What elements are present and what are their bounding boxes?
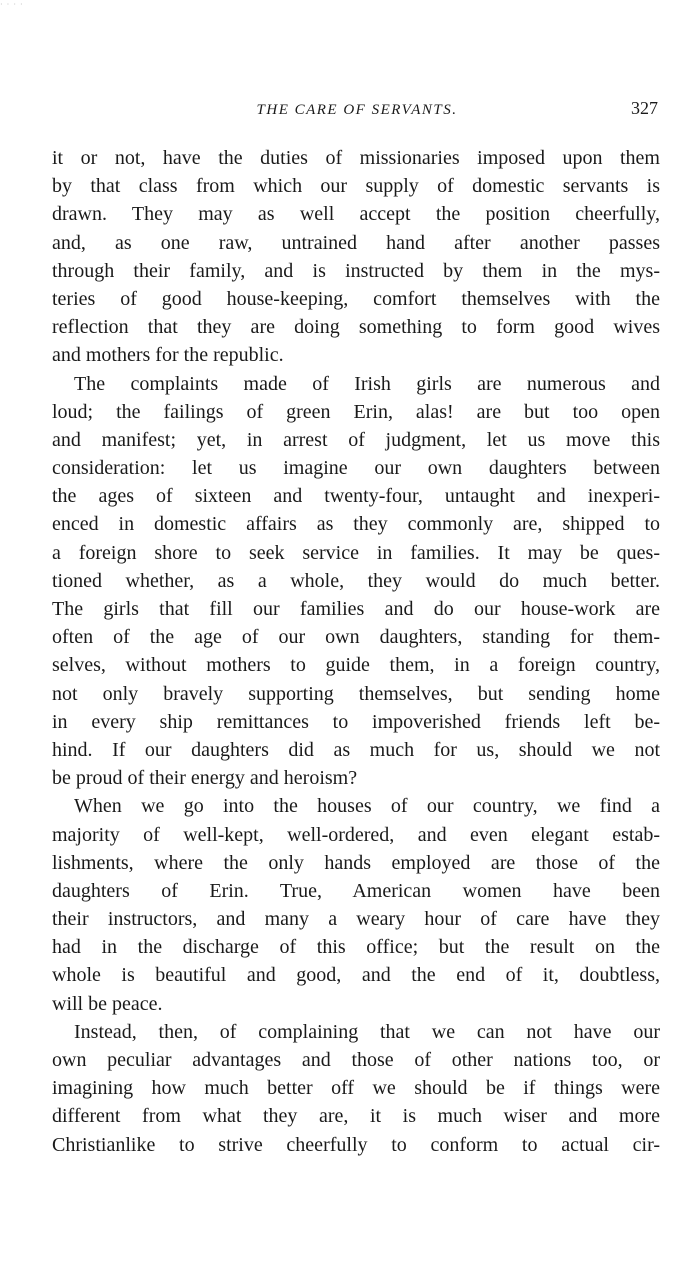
text-line: reflection that they are doing something to form good wives <box>52 316 660 339</box>
text-line: their instructors, and many a weary hour of care have they <box>52 908 660 931</box>
page-number: 327 <box>631 98 658 118</box>
text-line: loud; the failings of green Erin, alas! are but too open <box>52 400 660 423</box>
text-line: in every ship remittances to impoverished friends left be- <box>52 710 660 733</box>
text-line: Christianlike to strive cheerfully to conform to actual cir- <box>52 1133 660 1156</box>
text-line: daughters of Erin. True, American women have been <box>52 879 660 902</box>
text-line: not only bravely supporting themselves, but sending home <box>52 682 660 705</box>
text-line: The girls that fill our families and do our house-work are <box>52 598 660 620</box>
text-line: imagining how much better off we should be if things were <box>52 1077 660 1100</box>
running-title: THE CARE OF SERVANTS. <box>256 102 458 118</box>
text-line: whole is beautiful and good, and the end of it, doubtless, <box>52 964 660 987</box>
text-line: and manifest; yet, in arrest of judgment, let us move this <box>52 428 660 451</box>
text-line: lishments, where the only hands employed are those of the <box>52 851 660 874</box>
page-specks: · · · · <box>0 0 24 9</box>
text-line-paragraph-start: Instead, then, of complaining that we can not have our <box>74 1020 660 1043</box>
running-head <box>52 98 662 122</box>
text-line: it or not, have the duties of missionaries imposed upon them <box>52 147 660 169</box>
text-line: different from what they are, it is much wiser and more <box>52 1105 660 1128</box>
text-line: own peculiar advantages and those of other nations too, or <box>52 1049 660 1071</box>
text-line: by that class from which our supply of domestic servants is <box>52 175 660 198</box>
text-line: be proud of their energy and heroism? <box>52 767 358 790</box>
text-line: selves, without mothers to guide them, in a foreign country, <box>52 654 660 677</box>
text-line: hind. If our daughters did as much for us, should we not <box>52 738 660 761</box>
text-line: teries of good house-keeping, comfort themselves with the <box>52 287 660 310</box>
text-line: and, as one raw, untrained hand after another passes <box>52 231 660 254</box>
text-line: often of the age of our own daughters, standing for them- <box>52 626 660 649</box>
text-line: the ages of sixteen and twenty-four, untaught and inexperi- <box>52 485 660 508</box>
text-line-paragraph-start: The complaints made of Irish girls are numerous and <box>74 372 660 395</box>
text-line: and mothers for the republic. <box>52 344 284 367</box>
text-line: consideration: let us imagine our own daughters between <box>52 457 660 480</box>
text-line: enced in domestic affairs as they commonly are, shipped to <box>52 513 660 536</box>
text-line-paragraph-start: When we go into the houses of our country, we find a <box>74 795 660 818</box>
text-line: tioned whether, as a whole, they would do much better. <box>52 569 660 592</box>
text-line: majority of well-kept, well-ordered, and even elegant estab- <box>52 823 660 846</box>
body-text <box>52 144 660 1159</box>
text-line: through their family, and is instructed by them in the mys- <box>52 259 660 282</box>
text-line: had in the discharge of this office; but the result on the <box>52 936 660 959</box>
text-line: a foreign shore to seek service in families. It may be ques- <box>52 541 660 564</box>
text-line: will be peace. <box>52 992 163 1015</box>
text-line: drawn. They may as well accept the position cheerfully, <box>52 203 660 226</box>
